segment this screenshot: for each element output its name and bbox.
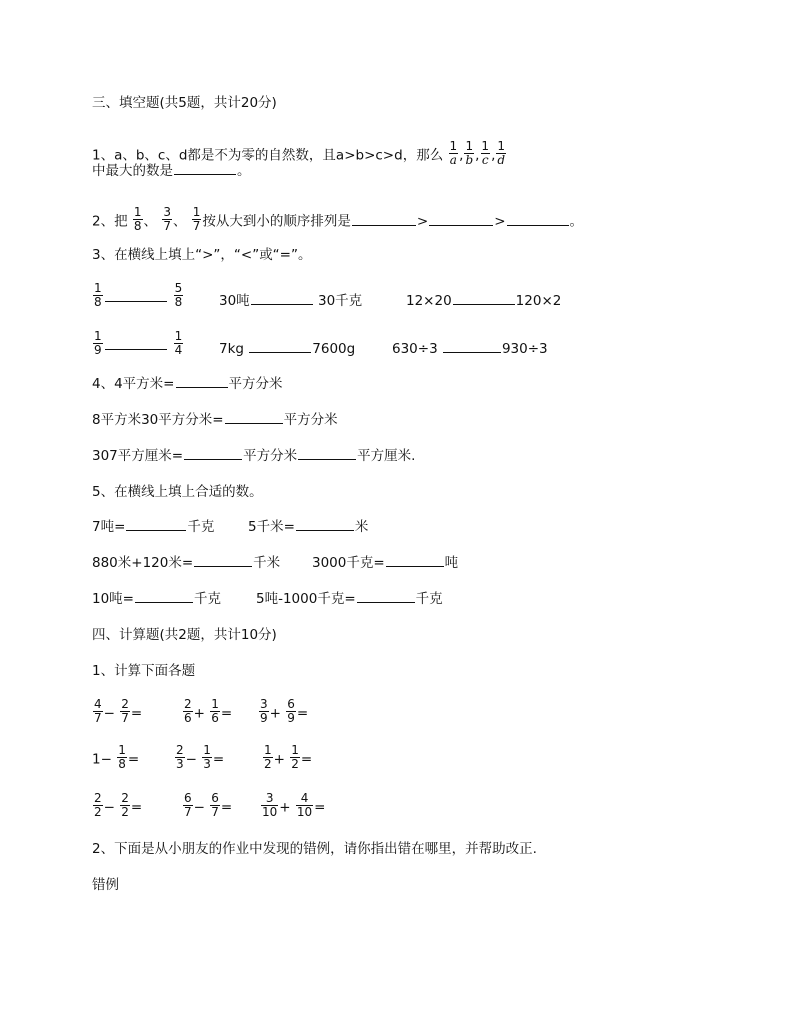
gt-sign: > xyxy=(494,213,506,230)
q3-item: 30吨 xyxy=(219,293,250,309)
q4-text: 307平方厘米= xyxy=(92,448,184,464)
q1-prefix: 1、a、b、c、d都是不为零的自然数，且a>b>c>d，那么 xyxy=(92,147,444,164)
q5-text: 880米+120米= xyxy=(92,555,194,571)
answer-blank[interactable] xyxy=(105,289,167,302)
calc-item: $\frac{1}{2}$ + $\frac{1}{2}$ = xyxy=(264,743,313,771)
q4-text: 8平方米30平方分米= xyxy=(92,412,224,428)
q3-item: 630÷3 xyxy=(392,341,438,357)
q2-end: 。 xyxy=(569,213,584,230)
q5-text: 5吨-1000千克= xyxy=(256,591,356,607)
q5-row2b xyxy=(312,554,458,572)
q1-line2-text: 中最大的数是 xyxy=(92,163,173,179)
q3-row2-mass xyxy=(219,340,355,358)
answer-blank[interactable] xyxy=(507,213,569,226)
calc-item: $\frac{2}{2}$ − $\frac{2}{2}$ = xyxy=(94,791,143,819)
fraction: $\frac{3}{7}$ xyxy=(163,205,171,233)
answer-blank[interactable] xyxy=(453,292,515,305)
fraction: $\frac{1}{9}$ xyxy=(94,329,102,357)
q3-row1 xyxy=(92,281,184,311)
q5-text: 吨 xyxy=(444,555,459,571)
answer-blank[interactable] xyxy=(176,375,228,388)
q2-error-text: 2、下面是从小朋友的作业中发现的错例，请你指出错在哪里，并帮助改正. xyxy=(92,841,537,857)
answer-blank[interactable] xyxy=(249,340,311,353)
q3-row1-mass xyxy=(219,292,362,310)
q5-text: 10吨= xyxy=(92,591,134,607)
q5-text: 米 xyxy=(354,519,369,535)
fraction: $\frac{1}{8}$ xyxy=(133,205,142,233)
q3-item: 120×2 xyxy=(515,293,562,309)
calc-item: $\frac{2}{6}$ + $\frac{1}{6}$ = xyxy=(184,697,233,725)
fraction: $\frac{1}{7}$ xyxy=(192,205,201,233)
q4-line2 xyxy=(92,411,338,429)
calc-title: 1、计算下面各题 xyxy=(92,663,196,679)
q1-end: 。 xyxy=(237,163,251,179)
fraction: $\frac{1}{d}$ xyxy=(497,139,506,167)
q5-text: 5千米= xyxy=(248,519,295,535)
fraction: $\frac{5}{8}$ xyxy=(174,281,183,309)
gt-sign: > xyxy=(416,213,429,230)
answer-blank[interactable] xyxy=(296,518,354,531)
q5-row3a xyxy=(92,590,221,608)
answer-blank[interactable] xyxy=(174,162,236,175)
q5-row1b xyxy=(248,518,368,536)
answer-blank[interactable] xyxy=(298,447,356,460)
q4-line1 xyxy=(92,375,283,393)
fraction: $\frac{1}{4}$ xyxy=(174,329,183,357)
calc-item: 1− $\frac{1}{8}$ = xyxy=(92,743,140,771)
calc-item: $\frac{4}{7}$ − $\frac{2}{7}$ = xyxy=(94,697,143,725)
answer-blank[interactable] xyxy=(135,590,193,603)
q4-line3 xyxy=(92,447,415,465)
q3-row2-calc xyxy=(392,340,548,358)
q2-prefix: 2、把 xyxy=(92,213,128,230)
fraction: $\frac{1}{8}$ xyxy=(94,281,102,309)
answer-blank[interactable] xyxy=(225,411,283,424)
q4-text: 平方厘米. xyxy=(357,448,416,464)
q3-item: 930÷3 xyxy=(501,341,548,357)
q5-text: 千米 xyxy=(253,555,281,571)
answer-blank[interactable] xyxy=(105,337,167,350)
answer-blank[interactable] xyxy=(352,213,416,226)
q3-item: 7600g xyxy=(312,341,356,357)
q5-row2a xyxy=(92,554,280,572)
section3-title: 三、填空题(共5题，共计20分) xyxy=(92,95,277,111)
answer-blank[interactable] xyxy=(184,447,242,460)
q5-text: 千克 xyxy=(187,519,215,535)
answer-blank[interactable] xyxy=(194,554,252,567)
q2-line xyxy=(92,205,584,235)
q1-line2 xyxy=(92,162,251,180)
q2-text: 按从大到小的顺序排列是 xyxy=(202,213,351,230)
q3-item: 12×20 xyxy=(406,293,452,309)
q3-row2 xyxy=(92,329,184,359)
fraction: $\frac{1}{c}$ xyxy=(481,139,490,167)
fraction: $\frac{1}{b}$ xyxy=(465,139,474,167)
calc-item: $\frac{2}{3}$ − $\frac{1}{3}$ = xyxy=(176,743,225,771)
answer-blank[interactable] xyxy=(357,590,415,603)
answer-blank[interactable] xyxy=(251,292,313,305)
answer-blank[interactable] xyxy=(429,213,493,226)
q5-text: 千克 xyxy=(415,591,443,607)
q1-line1: 1、a、b、c、d都是不为零的自然数，且a>b>c>d，那么 $\frac{1}{a}$ , $\frac{1}{b}$ , $\frac{1}{c}$ , $\frac{1}{d}$ xyxy=(92,139,506,167)
q3-item: 30千克 xyxy=(317,293,363,309)
q5-row3b xyxy=(256,590,443,608)
fraction: $\frac{1}{a}$ xyxy=(449,139,458,167)
q3-item: 7kg xyxy=(219,341,244,357)
calc-item: $\frac{3}{9}$ + $\frac{6}{9}$ = xyxy=(260,697,309,725)
error-example-label: 错例 xyxy=(92,877,119,893)
q5-text: 3000千克= xyxy=(312,555,385,571)
separator: 、 xyxy=(172,213,187,230)
section4-title: 四、计算题(共2题，共计10分) xyxy=(92,627,277,643)
calc-item: $\frac{6}{7}$ − $\frac{6}{7}$ = xyxy=(184,791,233,819)
answer-blank[interactable] xyxy=(126,518,186,531)
q5-text: 7吨= xyxy=(92,519,126,535)
answer-blank[interactable] xyxy=(386,554,444,567)
q3-title: 3、在横线上填上“>”，“<”或“=”。 xyxy=(92,247,312,263)
q5-row1a xyxy=(92,518,214,536)
q4-text: 平方分米 xyxy=(243,448,298,464)
q4-text: 平方分米 xyxy=(283,412,338,428)
q4-text: 4、4平方米= xyxy=(92,376,175,392)
q3-row1-calc xyxy=(406,292,561,310)
answer-blank[interactable] xyxy=(443,340,501,353)
q5-title: 5、在横线上填上合适的数。 xyxy=(92,484,263,500)
q5-text: 千克 xyxy=(194,591,221,607)
separator: 、 xyxy=(143,213,158,230)
q4-text: 平方分米 xyxy=(228,376,283,392)
calc-item: $\frac{3}{10}$ + $\frac{4}{10}$ = xyxy=(262,791,326,819)
